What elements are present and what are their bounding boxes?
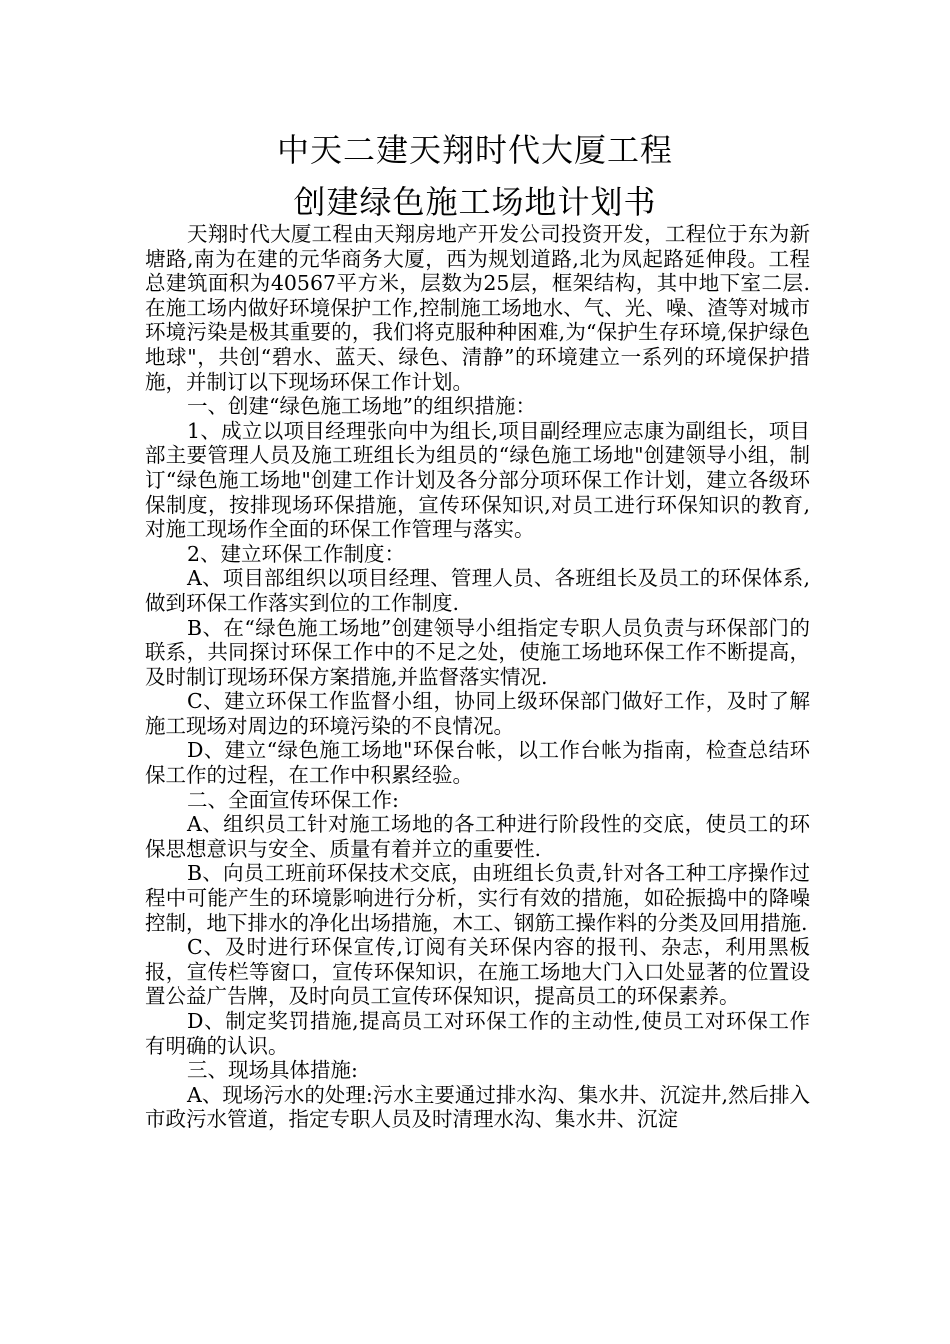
paragraph-1-2-b: B、在“绿色施工场地”创建领导小组指定专职人员负责与环保部门的联系，共同探讨环保工作中的不足之处，使施工场地环保工作不断提高，及时制订现场环保方案措施,并监督落实情况. xyxy=(145,615,810,689)
paragraph-1-2-a: A、项目部组织以项目经理、管理人员、各班组长及员工的环保体系,做到环保工作落实到位的工作制度. xyxy=(145,566,810,615)
section-heading-2: 二、全面宣传环保工作: xyxy=(187,787,399,812)
intro-paragraph: 天翔时代大厦工程由天翔房地产开发公司投资开发，工程位于东为新塘路,南为在建的元华商务大厦，西为规划道路,北为凤起路延伸段。工程总建筑面积为40567平方米，层数为25层，框架结构，其中地下室二层.在施工场内做好环境保护工作,控制施工场地水、气、光、噪、渣等对城市环境污染是极其重要的，我们将克服种种困难,为“保护生存环境,保护绿色地球"，共创“碧水、蓝天、绿色、清静”的环境建立一系列的环境保护措施，并制订以下现场环保工作计划。 xyxy=(145,222,810,394)
paragraph-3-a: A、现场污水的处理:污水主要通过排水沟、集水井、沉淀井,然后排入市政污水管道，指定专职人员及时清理水沟、集水井、沉淀 xyxy=(145,1082,810,1132)
paragraph-2-a: A、组织员工针对施工场地的各工种进行阶段性的交底，使员工的环保思想意识与安全、质量有着并立的重要性. xyxy=(145,812,810,861)
paragraph-2-c: C、及时进行环保宣传,订阅有关环保内容的报刊、杂志，利用黑板报，宣传栏等窗口，宣传环保知识，在施工场地大门入口处显著的位置设置公益广告牌，及时向员工宣传环保知识，提高员工的环保素养。 xyxy=(145,935,810,1009)
paragraph-1-2-d: D、建立“绿色施工场地"环保台帐，以工作台帐为指南，检查总结环保工作的过程，在工作中积累经验。 xyxy=(145,738,810,788)
section-heading-3: 三、现场具体措施: xyxy=(187,1058,358,1083)
paragraph-1-2-c: C、建立环保工作监督小组，协同上级环保部门做好工作，及时了解施工现场对周边的环境污染的不良情况。 xyxy=(145,689,810,738)
paragraph-2-d: D、制定奖罚措施,提高员工对环保工作的主动性,使员工对环保工作有明确的认识。 xyxy=(145,1009,810,1058)
paragraph-2-b: B、向员工班前环保技术交底，由班组长负责,针对各工种工序操作过程中可能产生的环境影响进行分析，实行有效的措施，如砼振捣中的降噪控制，地下排水的净化出场措施，木工、钢筋工操作料的分类及回用措施. xyxy=(145,861,810,935)
subheading-1-2: 2、建立环保工作制度： xyxy=(187,541,406,566)
paragraph-1-1: 1、成立以项目经理张向中为组长,项目副经理应志康为副组长，项目部主要管理人员及施工班组长为组员的“绿色施工场地"创建领导小组，制订“绿色施工场地"创建工作计划及各分部分项环保工作计划，建立各级环保制度，按排现场环保措施，宣传环保知识,对员工进行环保知识的教育,对施工现场作全面的环保工作管理与落实。 xyxy=(145,418,810,542)
document-body xyxy=(145,222,810,1132)
document-title-line-2: 创建绿色施工场地计划书 xyxy=(293,183,657,221)
section-heading-1: 一、创建“绿色施工场地”的组织措施： xyxy=(187,394,536,419)
document-title-line-1: 中天二建天翔时代大厦工程 xyxy=(276,131,673,169)
